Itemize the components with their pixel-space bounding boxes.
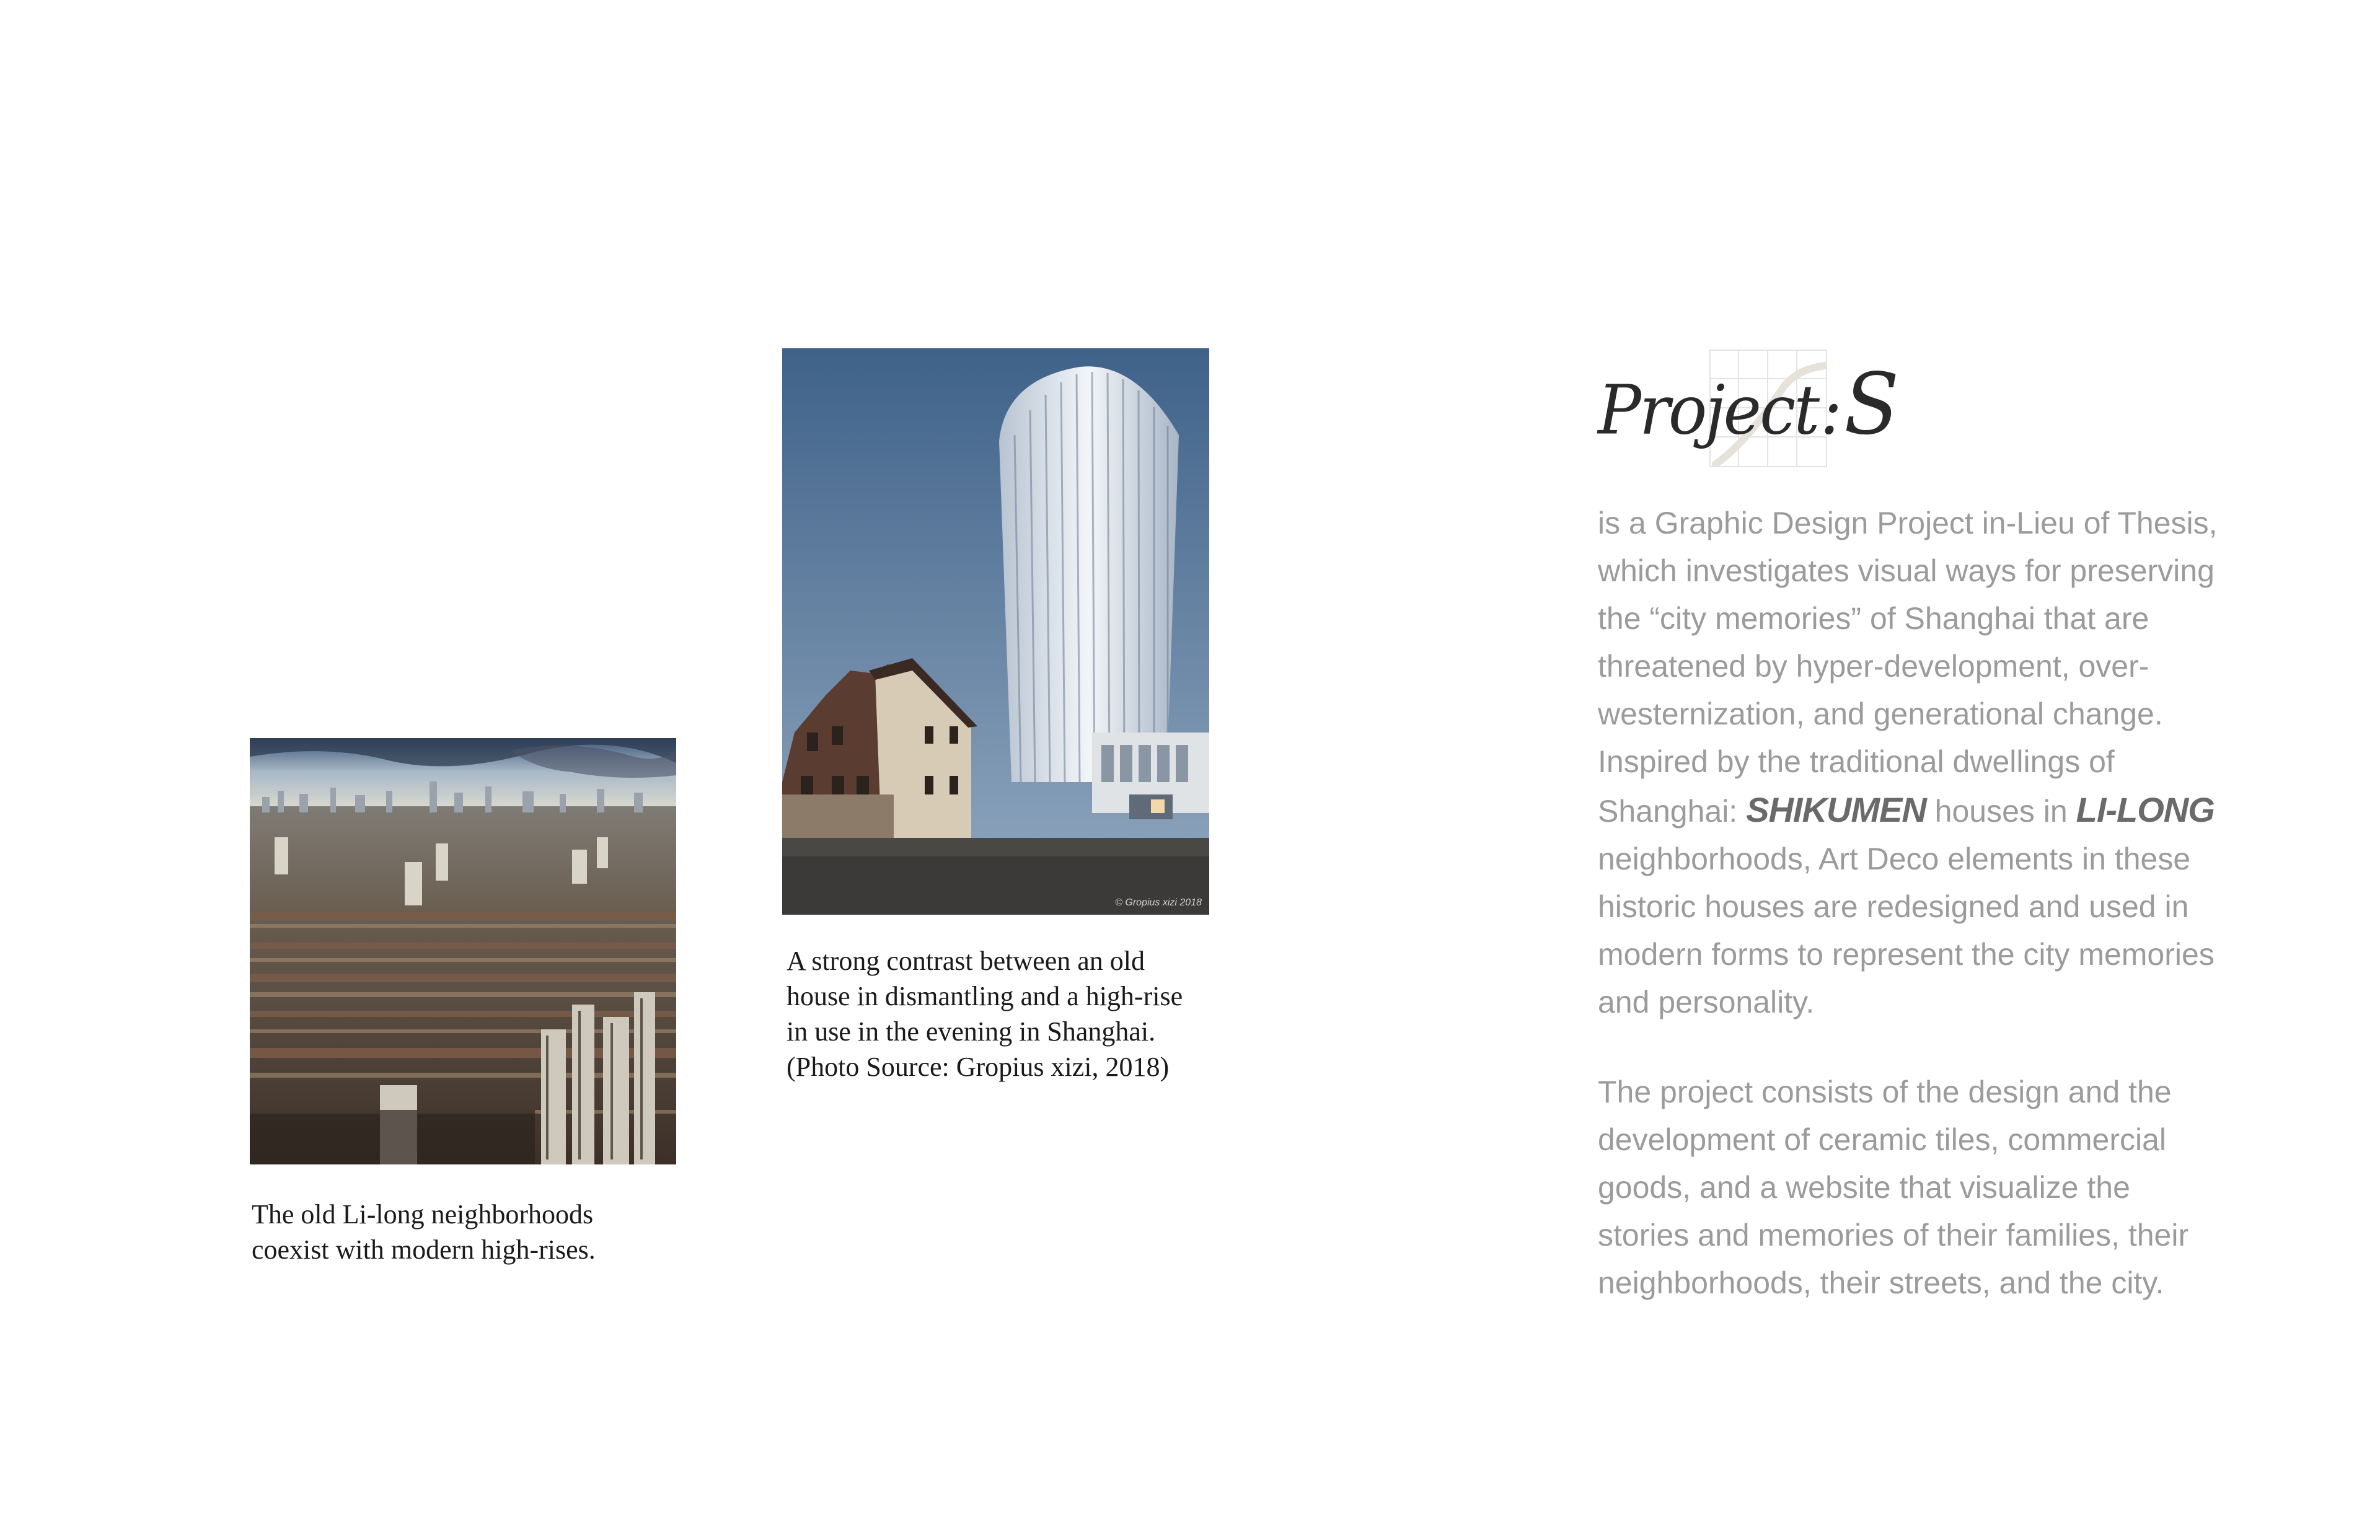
intro-line: westernization, and generational change. [1598,697,2163,731]
outro-line: goods, and a website that visualize the [1598,1170,2130,1205]
emphasis-shikumen: SHIKUMEN [1746,790,1926,829]
intro-line-prefix: Shanghai: [1598,794,1747,829]
caption-aerial [252,1197,648,1267]
photo-aerial-lilong [250,738,676,1164]
title-colon: : [1820,370,1841,450]
title-letter-s: S [1844,354,1898,454]
caption-contrast-line-4: (Photo Source: Gropius xizi, 2018) [787,1052,1170,1082]
intro-line: which investigates visual ways for preserving [1598,553,2215,588]
project-title [1598,345,1898,481]
intro-line: Inspired by the traditional dwellings of [1598,744,2115,779]
project-scope [1598,1068,2255,1307]
outro-line: development of ceramic tiles, commercial [1598,1122,2166,1157]
caption-contrast-line-2: house in dismantling and a high-rise [787,981,1183,1011]
emphasis-li-long: LI-LONG [2076,790,2215,829]
outro-line: neighborhoods, their streets, and the city. [1598,1265,2164,1300]
intro-line: and personality. [1598,985,1815,1019]
caption-contrast [787,943,1220,1085]
outro-line: stories and memories of their families, their [1598,1218,2189,1252]
aerial-photo-graphic [250,738,676,1164]
caption-contrast-line-3: in use in the evening in Shanghai. [787,1016,1156,1047]
outro-line: The project consists of the design and the [1598,1075,2172,1109]
intro-line: threatened by hyper-development, over- [1598,649,2149,684]
photo-old-house-vs-highrise [782,348,1209,915]
intro-line-shikumen [1598,786,2255,835]
intro-line: is a Graphic Design Project in-Lieu of Thesis, [1598,506,2218,540]
intro-line: the “city memories” of Shanghai that are [1598,601,2149,636]
contrast-photo-graphic [782,348,1209,915]
caption-aerial-line-1: The old Li-long neighborhoods [252,1199,594,1230]
intro-line: historic houses are redesigned and used in [1598,889,2189,924]
project-description [1598,499,2255,1026]
project-title-text [1598,354,1897,454]
caption-aerial-line-2: coexist with modern high-rises. [252,1234,596,1265]
title-word: Project [1598,370,1818,450]
caption-contrast-line-1: A strong contrast between an old [787,946,1145,976]
intro-line: neighborhoods, Art Deco elements in these [1598,842,2191,876]
intro-line-middle: houses in [1926,794,2076,829]
photo-watermark: © Gropius xizi 2018 [1115,897,1202,908]
intro-line: modern forms to represent the city memories [1598,937,2215,972]
